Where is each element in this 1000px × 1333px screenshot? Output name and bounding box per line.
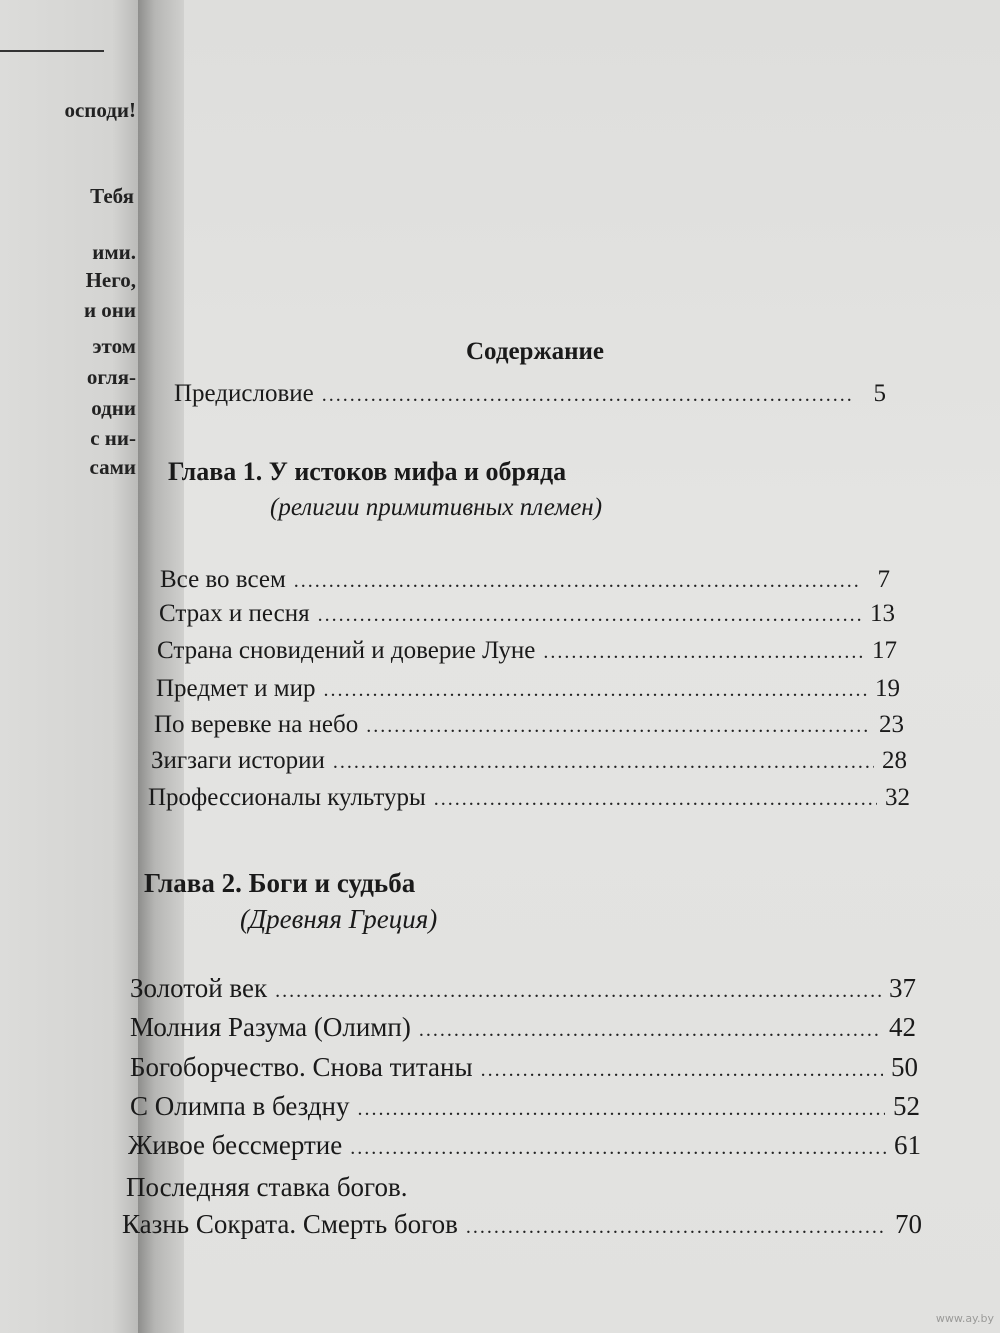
left-page-line: сами [89,455,136,479]
toc-entry-label: По веревке на небо [154,711,359,738]
toc-entry-page: 7 [877,566,890,593]
toc-entry-label: С Олимпа в бездну [130,1091,350,1121]
leader-dots [358,1098,885,1120]
left-page-line: и они [83,298,136,322]
toc-entry-page: 13 [870,600,895,627]
chapter-1-title: Глава 1. У истоков мифа и обряда [168,457,567,486]
toc-entry-label: Предмет и мир [156,675,316,702]
toc-entry-label: Страна сновидений и доверие Луне [157,637,536,664]
left-page-rule [0,50,104,52]
leader-dots [543,641,864,663]
toc-entry [148,784,910,812]
toc-entry-label: Страх и песня [159,600,310,627]
left-page-line: с ни- [90,426,136,450]
toc-entry-page: 52 [893,1091,920,1121]
leader-dots [294,570,858,592]
leader-dots [323,679,867,701]
toc-entry-label: Зигзаги истории [151,747,325,774]
toc-entry-label: Золотой век [130,973,268,1003]
leader-dots [322,384,854,406]
toc-entry-label: Живое бессмертие [128,1130,343,1160]
toc-entry [130,974,916,1004]
toc-entry-label: Предисловие [174,380,314,407]
toc-entry-label: Казнь Сократа. Смерть богов [122,1209,458,1239]
toc-title: Содержание [465,338,604,365]
toc-entry-label: Молния Разума (Олимп) [130,1012,411,1042]
toc-entry [156,675,900,703]
toc-entry [128,1131,921,1161]
toc-entry [154,711,904,739]
toc-entry-page: 50 [891,1052,918,1082]
toc-entry-label: Профессионалы культуры [148,784,426,811]
leader-dots [333,751,874,773]
toc-entry-label: Все во всем [160,566,286,593]
toc-entry-page: 5 [873,380,886,407]
leader-dots [275,980,881,1002]
toc-entry-preface [174,380,886,408]
left-page-line: этом [92,334,136,358]
toc-entry [130,1013,916,1043]
leader-dots [318,604,862,626]
leader-dots [481,1059,883,1081]
watermark: www.ay.by [935,1312,994,1325]
chapter-2-subtitle: (Древняя Греция) [240,904,438,934]
toc-entry-page: 42 [889,1012,916,1042]
toc-entry-label-line: Последняя ставка богов. [126,1172,408,1202]
toc-entry [157,637,897,665]
left-page-line: осподи! [64,98,136,122]
toc-entry-page: 23 [879,711,904,738]
toc-entry [122,1210,922,1240]
leader-dots [434,788,877,810]
left-page-line: Тебя [90,184,134,208]
toc-entry-label: Богоборчество. Снова титаны [130,1052,473,1082]
left-page-line: ими. [92,240,136,264]
toc-entry-page: 70 [895,1209,922,1239]
toc-entry [160,566,890,594]
toc-entry [159,600,895,628]
toc-entry-page: 32 [885,784,910,811]
leader-dots [350,1137,886,1159]
toc-entry-page: 37 [889,973,916,1003]
toc-entry-page: 28 [882,747,907,774]
toc-entry-page: 17 [872,637,897,664]
chapter-2-title: Глава 2. Боги и судьба [144,868,416,898]
left-page-line: одни [91,396,136,420]
toc-entry [130,1092,920,1122]
toc-entry-page: 61 [894,1130,921,1160]
chapter-1-subtitle: (религии примитивных племен) [270,494,603,521]
leader-dots [366,715,871,737]
leader-dots [419,1019,881,1041]
toc-entry [130,1053,918,1083]
left-page [0,0,140,1333]
left-page-line: огля- [86,365,136,389]
toc-entry [151,747,907,775]
toc-entry-page: 19 [875,675,900,702]
left-page-line: Него, [85,268,136,292]
leader-dots [466,1216,887,1238]
